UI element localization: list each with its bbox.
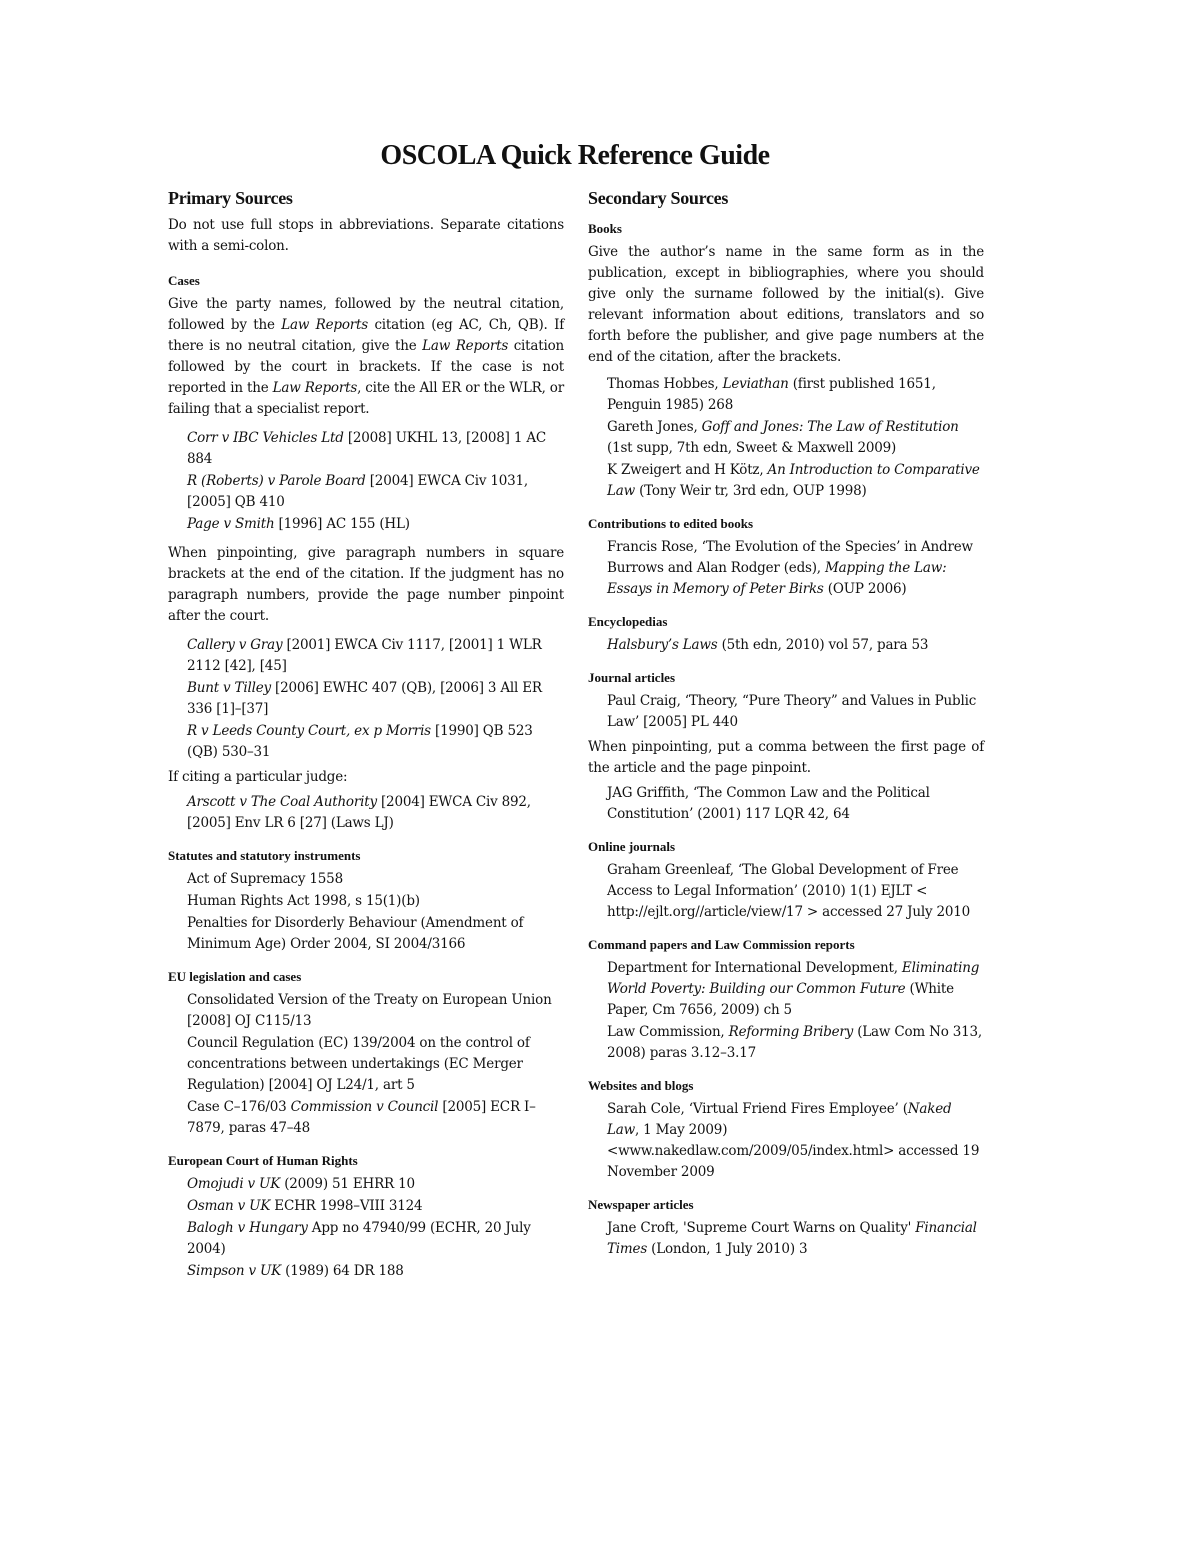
secondary-sources-heading: Secondary Sources [588, 188, 729, 208]
contribution-example: Francis Rose, ‘The Evolution of the Species’ in Andrew Burrows and Alan Rodger (eds), Mapping the Law: Essays in Memory of Peter Birks (OUP 2006) [607, 539, 973, 597]
command-paper-example: Department for International Development, Eliminating World Poverty: Building our Common Future (White Paper, Cm 7656, 2009) ch 5 [607, 960, 980, 1018]
websites-heading: Websites and blogs [588, 1078, 694, 1093]
journal-articles-heading: Journal articles [588, 670, 676, 685]
eu-example: Consolidated Version of the Treaty on European Union [2008] OJ C115/13 [187, 992, 552, 1029]
case-example: Callery v Gray [2001] EWCA Civ 1117, [2001] 1 WLR 2112 [42], [45] [187, 637, 542, 674]
primary-sources-heading: Primary Sources [168, 188, 293, 208]
echr-example: Simpson v UK (1989) 64 DR 188 [187, 1263, 404, 1279]
case-example: Bunt v Tilley [2006] EWHC 407 (QB), [2006] 3 All ER 336 [1]–[37] [187, 680, 542, 717]
case-example: Page v Smith [1996] AC 155 (HL) [187, 516, 410, 532]
statutes-heading: Statutes and statutory instruments [168, 848, 361, 863]
online-journals-heading: Online journals [588, 839, 676, 854]
online-journal-example: Graham Greenleaf, ‘The Global Development of Free Access to Legal Information’ (2010) 1(1) EJLT < http://ejlt.org//article/view/17 > accessed 27 July 2010 [607, 862, 971, 920]
case-example: Corr v IBC Vehicles Ltd [2008] UKHL 13, [2008] 1 AC 884 [187, 430, 547, 467]
books-paragraph: Give the author’s name in the same form as in the publication, except in bibliographies, where you should give only the surname followed by the initial(s). Give relevant information about editions, translators and so forth before the publisher, and give page numbers at the end of the citation, after the brackets. [588, 244, 984, 365]
cases-paragraph-2: When pinpointing, give paragraph numbers in square brackets at the end of the citation. If the judgment has no paragraph numbers, provide the page number pinpoint after the court. [168, 545, 564, 624]
encyclopedias-heading: Encyclopedias [588, 614, 668, 629]
cases-paragraph-3: If citing a particular judge: [168, 769, 348, 785]
echr-example: Balogh v Hungary App no 47940/99 (ECHR, 20 July 2004) [187, 1220, 531, 1257]
book-example: K Zweigert and H Kötz, An Introduction to Comparative Law (Tony Weir tr, 3rd edn, OUP 1998) [607, 462, 980, 499]
echr-heading: European Court of Human Rights [168, 1153, 358, 1168]
command-paper-example: Law Commission, Reforming Bribery (Law Com No 313, 2008) paras 3.12–3.17 [607, 1024, 982, 1061]
newspaper-heading: Newspaper articles [588, 1197, 694, 1212]
journal-paragraph: When pinpointing, put a comma between the first page of the article and the page pinpoint. [588, 739, 984, 776]
primary-sources-column [168, 188, 564, 1283]
cases-heading: Cases [168, 273, 200, 288]
website-example: Sarah Cole, ‘Virtual Friend Fires Employee’ (Naked Law, 1 May 2009) <www.nakedlaw.com/2009/05/index.html> accessed 19 November 2009 [607, 1101, 980, 1180]
journal-example: JAG Griffith, ‘The Common Law and the Political Constitution’ (2001) 117 LQR 42, 64 [607, 785, 930, 822]
statute-example: Human Rights Act 1998, s 15(1)(b) [187, 893, 420, 909]
echr-example: Osman v UK ECHR 1998–VIII 3124 [187, 1198, 423, 1214]
echr-example: Omojudi v UK (2009) 51 EHRR 10 [187, 1176, 415, 1192]
cases-paragraph-1: Give the party names, followed by the neutral citation, followed by the Law Reports citation (eg AC, Ch, QB). If there is no neutral citation, give the Law Reports citation followed by the court in brackets. If the case is not reported in the Law Reports, cite the All ER or the WLR, or failing that a specialist report. [168, 296, 565, 417]
case-example: R v Leeds County Court, ex p Morris [1990] QB 523 (QB) 530–31 [187, 723, 533, 760]
book-example: Thomas Hobbes, Leviathan (first published 1651, Penguin 1985) 268 [607, 376, 936, 413]
case-example: Arscott v The Coal Authority [2004] EWCA Civ 892, [2005] Env LR 6 [27] (Laws LJ) [187, 794, 531, 831]
page-title: OSCOLA Quick Reference Guide [380, 140, 770, 171]
case-example: R (Roberts) v Parole Board [2004] EWCA Civ 1031, [2005] QB 410 [187, 473, 529, 510]
eu-example: Council Regulation (EC) 139/2004 on the control of concentrations between undertakings (EC Merger Regulation) [2004] OJ L24/1, art 5 [187, 1035, 530, 1093]
books-heading: Books [588, 221, 622, 236]
statute-example: Penalties for Disorderly Behaviour (Amendment of Minimum Age) Order 2004, SI 2004/3166 [187, 915, 524, 952]
primary-intro: Do not use full stops in abbreviations. Separate citations with a semi-colon. [168, 217, 564, 254]
contributions-heading: Contributions to edited books [588, 516, 754, 531]
newspaper-example: Jane Croft, 'Supreme Court Warns on Quality' Financial Times (London, 1 July 2010) 3 [607, 1220, 977, 1257]
book-example: Gareth Jones, Goff and Jones: The Law of Restitution (1st supp, 7th edn, Sweet & Maxwell 2009) [607, 419, 959, 456]
encyclopedia-example: Halsbury’s Laws (5th edn, 2010) vol 57, para 53 [607, 637, 929, 653]
eu-heading: EU legislation and cases [168, 969, 302, 984]
journal-example: Paul Craig, ‘Theory, “Pure Theory” and Values in Public Law’ [2005] PL 440 [607, 693, 977, 730]
command-papers-heading: Command papers and Law Commission reports [588, 937, 855, 952]
secondary-sources-column [588, 188, 984, 1261]
statute-example: Act of Supremacy 1558 [187, 871, 343, 887]
eu-example: Case C–176/03 Commission v Council [2005] ECR I–7879, paras 47–48 [187, 1099, 536, 1136]
